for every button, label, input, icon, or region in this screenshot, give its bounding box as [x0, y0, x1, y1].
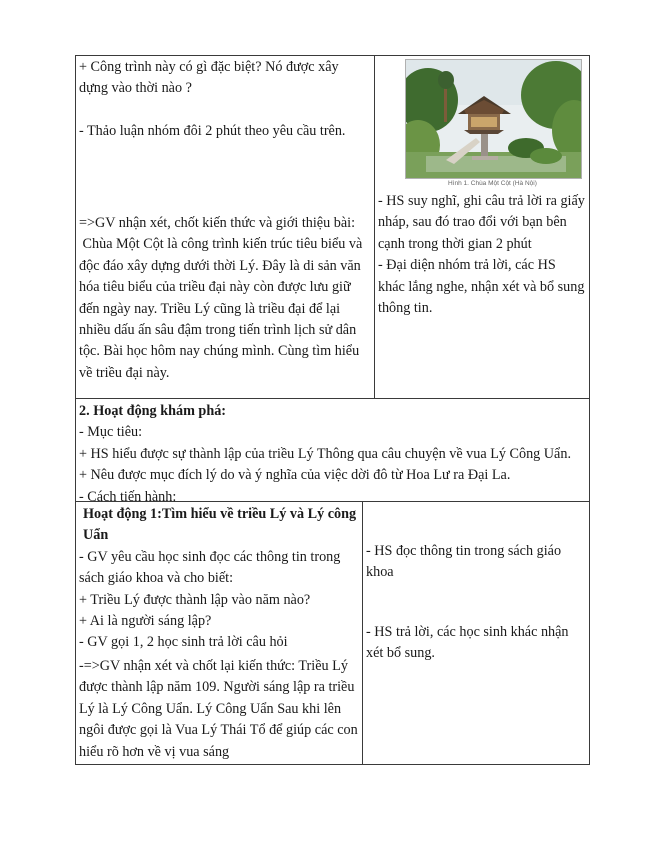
pagoda-illustration [406, 60, 581, 178]
table-bottom-border [75, 764, 590, 765]
student-activity-1 [378, 191, 586, 319]
photo-caption: Hình 1. Chùa Một Cột (Hà Nội) [448, 180, 537, 187]
objective-1: + HS hiểu được sự thành lập của triều Lý Thông qua câu chuyện về vua Lý Công Uẩn. [79, 445, 571, 462]
table-left-border [75, 55, 76, 765]
column-divider-bottom [362, 501, 363, 765]
discussion-text: - Thảo luận nhóm đôi 2 phút theo yêu cầu trên. [79, 123, 346, 139]
student-answer-text: - HS trả lời, các học sinh khác nhận xét bổ sung. [366, 624, 569, 662]
activity-1-heading: Hoạt động 1:Tìm hiểu về triều Lý và Lý công Uẩn [83, 506, 357, 544]
explore-heading: 2. Hoạt động khám phá: [79, 403, 227, 419]
question-founding-year: + Triều Lý được thành lập vào năm nào? [79, 591, 311, 608]
teacher-call-students: - GV gọi 1, 2 học sinh trả lời câu hỏi [79, 634, 288, 651]
activity-1-left [79, 504, 360, 654]
table-top-border [75, 55, 590, 56]
objective-2: + Nêu được mục đích lý do và ý nghĩa của việc dời đô từ Hoa Lư ra Đại La. [79, 467, 511, 484]
student-answer-response [366, 622, 587, 665]
conclusion-body: Chùa Một Cột là công trình kiến trúc tiêu biểu và độc đáo xây dựng dưới thời Lý. Đây là di sản văn hóa tiêu biểu của triều đại này còn được lưu giữ đến ngày nay. Triều Lý cũng là triều đại để lại nhiều dấu ấn sâu đậm trong tiến trình lịch sử dân tộc. Bài học hôm nay chúng mình. Cùng tìm hiểu về triều đại này. [79, 236, 366, 381]
one-pillar-pagoda-photo [405, 59, 582, 179]
conclusion-heading: =>GV nhận xét, chốt kiến thức và giới thiệu bài: [79, 215, 356, 231]
student-read-text: - HS đọc thông tin trong sách giáo khoa [366, 543, 562, 581]
student-think-text: - HS suy nghĩ, ghi câu trả lời ra giấy nháp, sau đó trao đổi với bạn bên cạnh trong thời gian 2 phút [378, 193, 585, 252]
activity-1-conclusion [79, 656, 360, 763]
group-discussion [79, 121, 371, 142]
row-divider-1 [75, 398, 590, 399]
student-report-text: - Đại diện nhóm trả lời, các HS khác lắng nghe, nhận xét và bổ sung thông tin. [378, 257, 585, 317]
question-founder: + Ai là người sáng lập? [79, 613, 212, 630]
table-right-border [589, 55, 590, 765]
explore-activity [79, 401, 587, 508]
column-divider-top [374, 55, 375, 398]
question-text: + Công trình này có gì đặc biệt? Nó được xây dựng vào thời nào ? [79, 59, 339, 97]
activity-1-conclusion-text: -=>GV nhận xét và chốt lại kiến thức: Triều Lý được thành lập năm 109. Người sáng lập ra triều Lý là Lý Công Uẩn. Lý Công Uẩn Sau khi lên ngôi được gọi là Vua Lý Thái Tổ để giúp các con hiểu rõ hơn về vị vua sáng [79, 658, 358, 760]
intro-question [79, 57, 371, 100]
procedure-label: - Cách tiến hành: [79, 488, 177, 505]
teacher-request: - GV yêu cầu học sinh đọc các thông tin trong sách giáo khoa và cho biết: [79, 548, 341, 587]
teacher-conclusion [79, 213, 371, 384]
objective-label: - Mục tiêu: [79, 424, 143, 441]
student-read-response [366, 541, 587, 584]
